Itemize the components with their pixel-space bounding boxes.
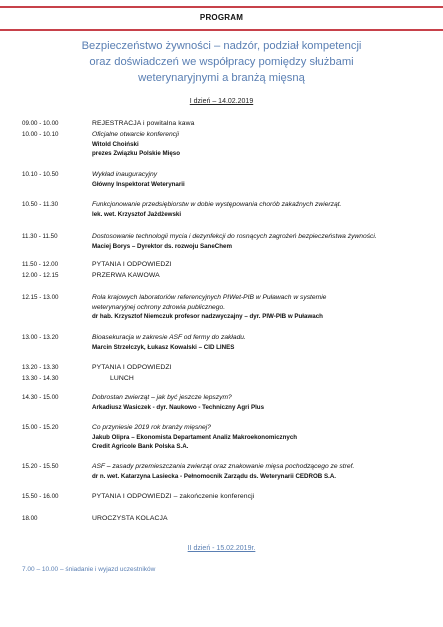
agenda-time: 13.00 - 13.20: [22, 334, 59, 341]
agenda-time: 13.30 - 14.30: [22, 375, 59, 382]
agenda-line: UROCZYSTA KOLACJA: [92, 515, 168, 522]
header-top-rule: [0, 6, 443, 8]
agenda-speaker: prezes Związku Polskie Mięso: [92, 150, 181, 157]
title-line-2: oraz doświadczeń we współpracy pomiędzy służbami: [89, 56, 354, 68]
agenda-speaker: Arkadiusz Wasiczek - dyr. Naukowo - Techniczny Agri Plus: [92, 403, 265, 411]
agenda-time: 10.00 - 10.10: [22, 131, 59, 138]
agenda-time: 15.20 - 15.50: [22, 463, 59, 470]
agenda-line: Co przyniesie 2019 rok branży mięsnej?: [92, 424, 211, 431]
agenda-speaker: Maciej Borys – Dyrektor ds. rozwoju SaneChem: [92, 242, 232, 250]
agenda-line: PYTANIA I ODPOWIEDZI – zakończenie konferencji: [92, 493, 255, 500]
agenda-line: Rola krajowych laboratoriów referencyjnych PIWet-PIB w Puławach w systemie: [92, 294, 327, 301]
agenda-time: 15.50 - 16.00: [22, 493, 59, 500]
agenda-line: Dobrostan zwierząt – jak być jeszcze lepszym?: [92, 394, 232, 401]
agenda-time: 10.50 - 11.30: [22, 201, 59, 208]
day-two-heading: II dzień - 15.02.2019r.: [187, 545, 256, 552]
agenda-line: Wykład inauguracyjny: [92, 171, 158, 178]
agenda-line: Dostosowanie technologii mycia i dezynfekcji do rosnących zagrożeń bezpieczeństwa żywności.: [92, 233, 377, 240]
agenda-line: Bioasekuracja w zakresie ASF od fermy do zakładu.: [92, 334, 246, 341]
agenda-line: Oficjalne otwarcie konferencji: [92, 131, 179, 138]
agenda-time: 15.00 - 15.20: [22, 424, 59, 431]
day-one-heading: I dzień – 14.02.2019: [189, 98, 254, 105]
document-title: [0, 38, 443, 86]
agenda-time: 14.30 - 15.00: [22, 394, 59, 401]
title-line-3: weterynaryjnymi a branżą mięsną: [138, 72, 305, 84]
title-line-1: Bezpieczeństwo żywności – nadzór, podział kompetencji: [81, 40, 362, 52]
agenda-line: PRZERWA KAWOWA: [92, 272, 160, 279]
header-bottom-rule: [0, 29, 443, 31]
agenda-speaker: Jakub Olipra – Ekonomista Departament Analiz Makroekonomicznych: [92, 433, 298, 441]
agenda-time: 12.15 - 13.00: [22, 294, 59, 301]
agenda-time: 11.30 - 11.50: [22, 233, 58, 240]
agenda-time: 10.10 - 10.50: [22, 171, 59, 178]
agenda-speaker: lek. wet. Krzysztof Jażdżewski: [92, 210, 182, 218]
agenda-speaker: Marcin Strzelczyk, Łukasz Kowalski – CID LINES: [92, 343, 235, 351]
agenda-line: ASF – zasady przemieszczania zwierząt oraz znakowanie mięsa pochodzącego ze stref.: [92, 463, 355, 470]
agenda-line: PYTANIA I ODPOWIEDZI: [92, 364, 172, 371]
agenda-line: REJESTRACJA i powitalna kawa: [92, 120, 195, 127]
agenda-time: 18.00: [22, 515, 38, 522]
agenda-time: 09.00 - 10.00: [22, 120, 59, 127]
agenda-time: 13.20 - 13.30: [22, 364, 59, 371]
agenda-line: Funkcjonowanie przedsiębiorstw w dobie występowania chorób zakaźnych zwierząt.: [92, 201, 342, 208]
agenda-line: weterynaryjnej ochrony zdrowia publicznego.: [92, 303, 226, 311]
agenda-speaker: Główny Inspektorat Weterynarii: [92, 180, 185, 188]
agenda-time: 12.00 - 12.15: [22, 272, 59, 279]
agenda-speaker: Witold Choiński: [92, 140, 139, 148]
agenda-speaker: Credit Agricole Bank Polska S.A.: [92, 443, 189, 450]
agenda-line: LUNCH: [110, 375, 134, 382]
agenda-speaker: dr hab. Krzysztof Niemczuk profesor nadzwyczajny – dyr. PIW-PIB w Puławach: [92, 313, 323, 320]
program-heading: PROGRAM: [199, 13, 244, 22]
agenda-line: PYTANIA I ODPOWIEDZI: [92, 261, 172, 268]
agenda-time: 11.50 - 12.00: [22, 261, 59, 268]
day-two-schedule: 7.00 – 10.00 – śniadanie i wyjazd uczestników: [22, 566, 156, 573]
agenda-speaker: dr n. wet. Katarzyna Lasiecka - Pełnomocnik Zarządu ds. Weterynarii CEDROB S.A.: [92, 472, 337, 480]
